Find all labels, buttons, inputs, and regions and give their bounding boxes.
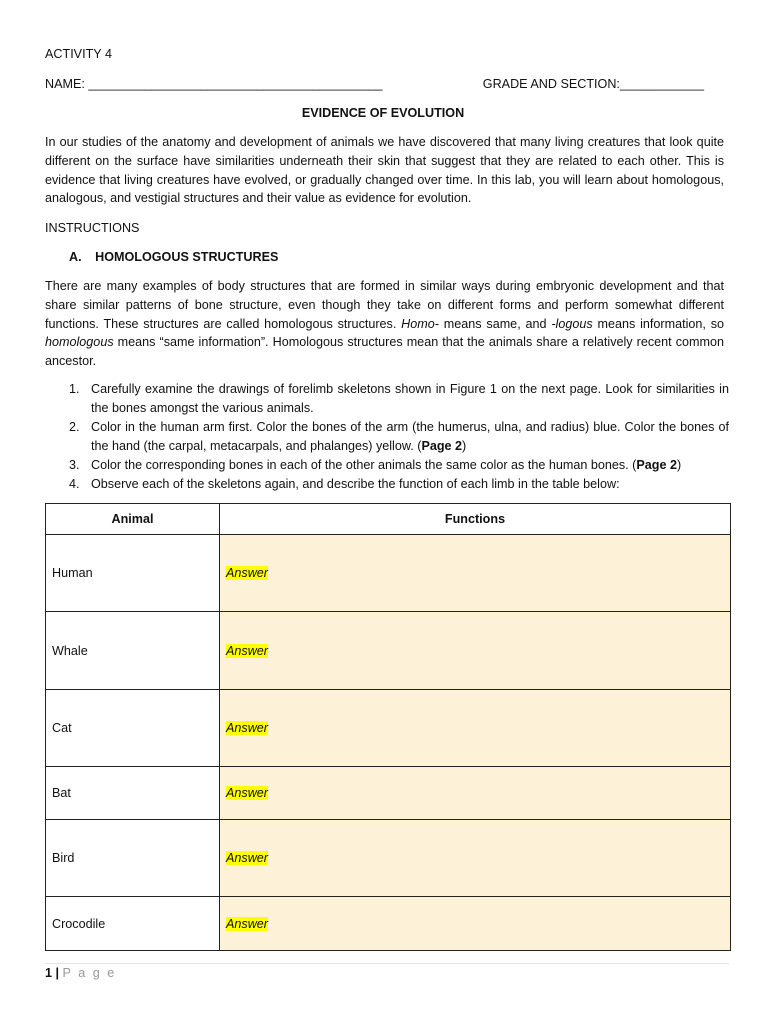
animal-cell: Cat [46,690,220,767]
step-number: 3. [69,458,80,472]
paragraph-text-4: means “same information”. Homologous structures mean that the animals share a relatively recent common ancestor. [45,335,724,369]
section-a-heading [69,250,278,264]
step-item [45,418,731,456]
answer-field[interactable] [220,767,731,820]
step-number: 2. [69,420,80,434]
step-text: Carefully examine the drawings of forelimb skeletons shown in Figure 1 on the next page. Look for similarities in the bones amongst the various animals. [91,382,729,415]
instructions-label: INSTRUCTIONS [45,221,140,235]
paragraph-text-3: means information, so [592,316,724,331]
answer-field[interactable] [220,535,731,612]
answer-placeholder: Answer [226,851,268,865]
step-number: 4. [69,477,80,491]
answer-field[interactable] [220,690,731,767]
page-footer [45,966,116,980]
animal-cell: Whale [46,612,220,690]
answer-placeholder: Answer [226,643,268,658]
table-header-row [46,504,731,535]
step-text: Color in the human arm first. Color the bones of the arm (the humerus, ulna, and radius) blue. Color the bones of the hand (the carpal, metacarpals, and phalanges) yellow. ( [91,420,729,453]
step-number: 1. [69,382,80,396]
step-close: ) [676,458,682,472]
answer-placeholder: Answer [226,566,268,580]
functions-table [45,503,731,951]
step-item [45,475,731,494]
table-row-bat [46,767,731,820]
column-header-animal: Animal [46,504,220,535]
grade-section-line [483,77,704,91]
paragraph-text-2: means same, and [438,316,552,331]
animal-cell: Bat [46,767,220,820]
animal-cell: Bird [46,820,220,897]
page-number: 1 [45,966,53,980]
page-word: P a g e [62,966,117,980]
column-header-functions: Functions [220,504,731,535]
intro-paragraph: In our studies of the anatomy and development of animals we have discovered that many living creatures that look quite different on the surface have similarities underneath their skin that suggest that they are related to each other. This is evidence that living creatures have evolved, or gradually changed over time. In this lab, you will learn about homologous, analogous, and vestigial structures and their value as evidence for evolution. [45,135,724,206]
footer-divider [45,963,729,964]
table-row-cat [46,690,731,767]
term-homo: Homo- [401,316,439,331]
answer-placeholder: Answer [226,786,268,800]
animal-cell: Crocodile [46,897,220,951]
activity-label: ACTIVITY 4 [45,47,112,61]
step-text: Observe each of the skeletons again, and describe the function of each limb in the table below: [91,477,620,491]
answer-field[interactable] [220,612,731,690]
answer-placeholder: Answer [226,916,268,931]
table-row-whale [46,612,731,690]
table-row-human [46,535,731,612]
step-item [45,456,731,475]
term-logous: -logous [551,316,593,331]
answer-field[interactable] [220,897,731,951]
name-line [45,77,383,91]
name-label: NAME: [45,77,85,91]
name-blank: __________________________________________ [88,77,383,91]
instruction-steps [45,380,731,494]
answer-field[interactable] [220,820,731,897]
homologous-paragraph [45,277,724,371]
section-a-title: HOMOLOGOUS STRUCTURES [95,250,279,264]
step-close: ) [462,439,467,453]
section-a-letter: A. [69,250,82,264]
animal-cell: Human [46,535,220,612]
table-row-crocodile [46,897,731,951]
paragraph-text-1: There are many examples of body structures that are formed in similar ways during embryonic development and that share similar patterns of bone structure, even though they take on different forms and perform somewhat different functions. These structures are called homologous structures. [45,279,724,331]
answer-placeholder: Answer [226,721,268,735]
grade-label: GRADE AND SECTION: [482,77,620,91]
page-reference: Page 2 [636,458,677,472]
step-text: Color the corresponding bones in each of the other animals the same color as the human bones. ( [91,458,637,472]
step-item [45,380,731,418]
grade-blank: ____________ [619,77,704,91]
footer-separator: | [55,966,60,980]
table-row-bird [46,820,731,897]
term-homologous: homologous [45,335,114,350]
page-title: EVIDENCE OF EVOLUTION [301,106,465,120]
page-reference: Page 2 [421,439,463,453]
